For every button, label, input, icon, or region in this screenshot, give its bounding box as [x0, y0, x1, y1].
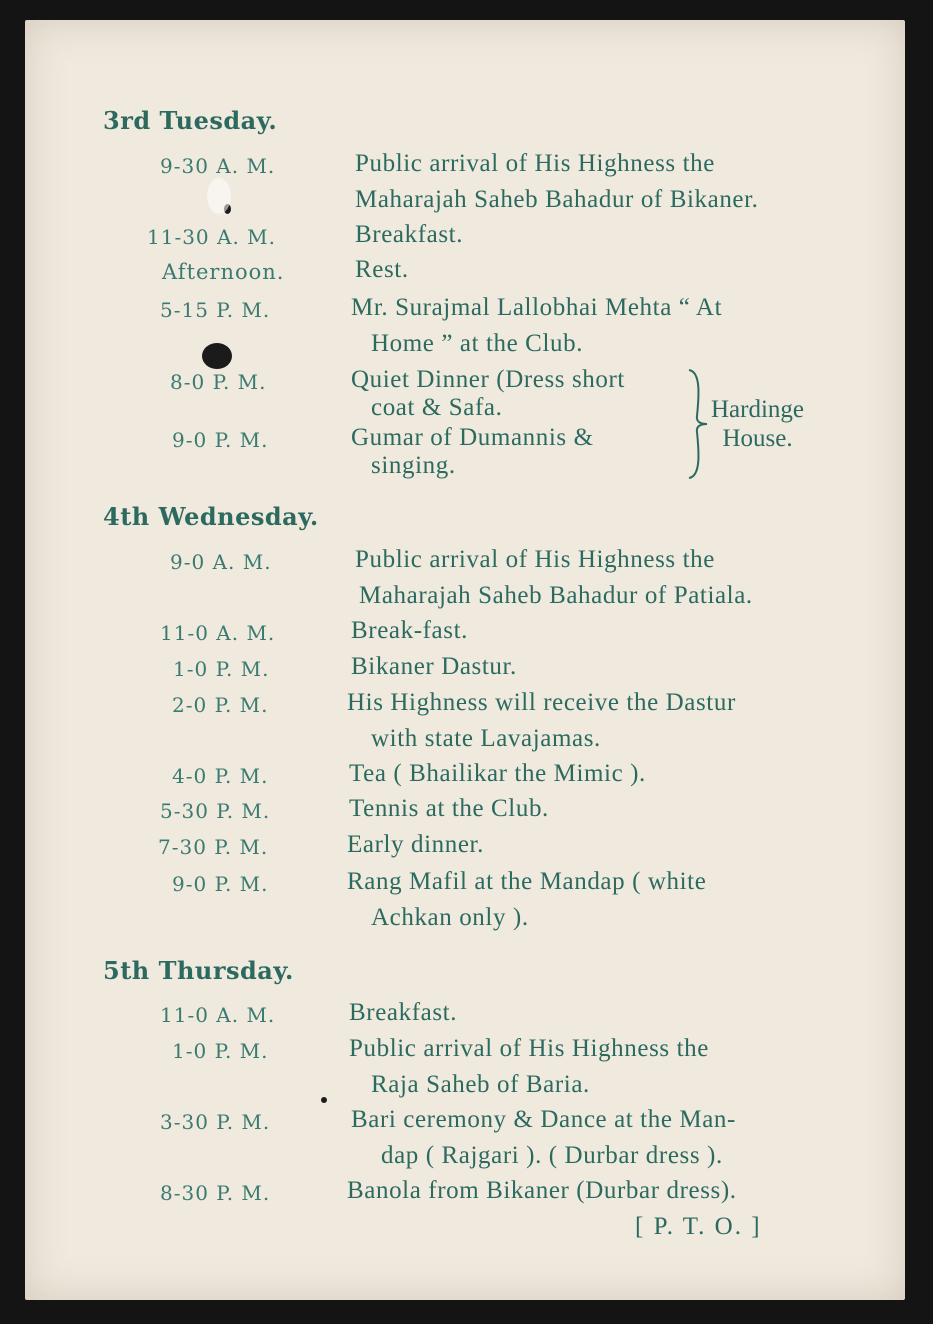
bracket-note: [711, 395, 804, 453]
event-text: Gumar of Dumannis &: [351, 424, 594, 451]
time-label: 9-30 A. M.: [160, 154, 276, 178]
day-heading: 3rd Tuesday.: [103, 106, 278, 135]
time-label: 5-30 P. M.: [160, 799, 271, 823]
time-label: 3-30 P. M.: [160, 1110, 271, 1134]
event-text: Bari ceremony & Dance at the Man-: [351, 1106, 736, 1133]
event-text: Early dinner.: [347, 831, 484, 858]
event-text: Banola from Bikaner (Durbar dress).: [347, 1177, 737, 1204]
time-label: 9-0 P. M.: [172, 872, 269, 896]
event-text: Break-fast.: [351, 617, 468, 644]
time-label: 9-0 P. M.: [172, 428, 269, 452]
event-text: Public arrival of His Highness the: [349, 1035, 709, 1062]
event-text: His Highness will receive the Dastur: [347, 689, 736, 716]
programme-card: [25, 20, 905, 1300]
punch-hole: [202, 343, 232, 369]
event-text: with state Lavajamas.: [371, 725, 601, 752]
time-label: 11-0 A. M.: [160, 1003, 276, 1027]
time-label: 2-0 P. M.: [172, 693, 269, 717]
event-text: Tea ( Bhailikar the Mimic ).: [349, 760, 646, 787]
event-text: singing.: [371, 452, 456, 479]
event-text: Home ” at the Club.: [371, 330, 584, 357]
time-label: Afternoon.: [162, 260, 285, 284]
day-heading: 5th Thursday.: [103, 956, 294, 985]
event-text: Quiet Dinner (Dress short: [351, 366, 625, 393]
day-heading: 4th Wednesday.: [103, 502, 319, 531]
bracket-note-line: House.: [722, 425, 793, 452]
event-text: Achkan only ).: [371, 904, 529, 931]
time-label: 9-0 A. M.: [170, 550, 272, 574]
time-label: 5-15 P. M.: [160, 298, 271, 322]
time-label: 7-30 P. M.: [158, 835, 269, 859]
time-label: 11-30 A. M.: [147, 225, 277, 249]
event-text: Maharajah Saheb Bahadur of Bikaner.: [355, 186, 759, 213]
event-text: Tennis at the Club.: [349, 795, 549, 822]
time-label: 11-0 A. M.: [160, 621, 276, 645]
event-text: Breakfast.: [349, 999, 458, 1026]
brace-icon: [683, 366, 713, 482]
event-text: coat & Safa.: [371, 394, 503, 421]
event-text: Raja Saheb of Baria.: [371, 1071, 590, 1098]
event-text: Rest.: [355, 256, 409, 283]
time-label: 1-0 P. M.: [173, 657, 270, 681]
ink-dot: [321, 1097, 327, 1103]
event-text: dap ( Rajgari ). ( Durbar dress ).: [381, 1142, 723, 1169]
time-label: 4-0 P. M.: [172, 764, 269, 788]
bracket-note-line: Hardinge: [711, 396, 805, 423]
event-text: Mr. Surajmal Lallobhai Mehta “ At: [351, 294, 723, 321]
event-text: Public arrival of His Highness the: [355, 150, 715, 177]
event-text: Bikaner Dastur.: [351, 653, 517, 680]
event-text: Public arrival of His Highness the: [355, 546, 715, 573]
event-text: Maharajah Saheb Bahadur of Patiala.: [359, 582, 753, 609]
time-label: 8-30 P. M.: [160, 1181, 271, 1205]
time-label: 1-0 P. M.: [172, 1039, 269, 1063]
time-label: 8-0 P. M.: [170, 370, 267, 394]
event-text: Breakfast.: [355, 221, 464, 248]
page-turn-note: [ P. T. O. ]: [635, 1213, 762, 1240]
event-text: Rang Mafil at the Mandap ( white: [347, 868, 707, 895]
paper-scuff: [207, 178, 231, 214]
